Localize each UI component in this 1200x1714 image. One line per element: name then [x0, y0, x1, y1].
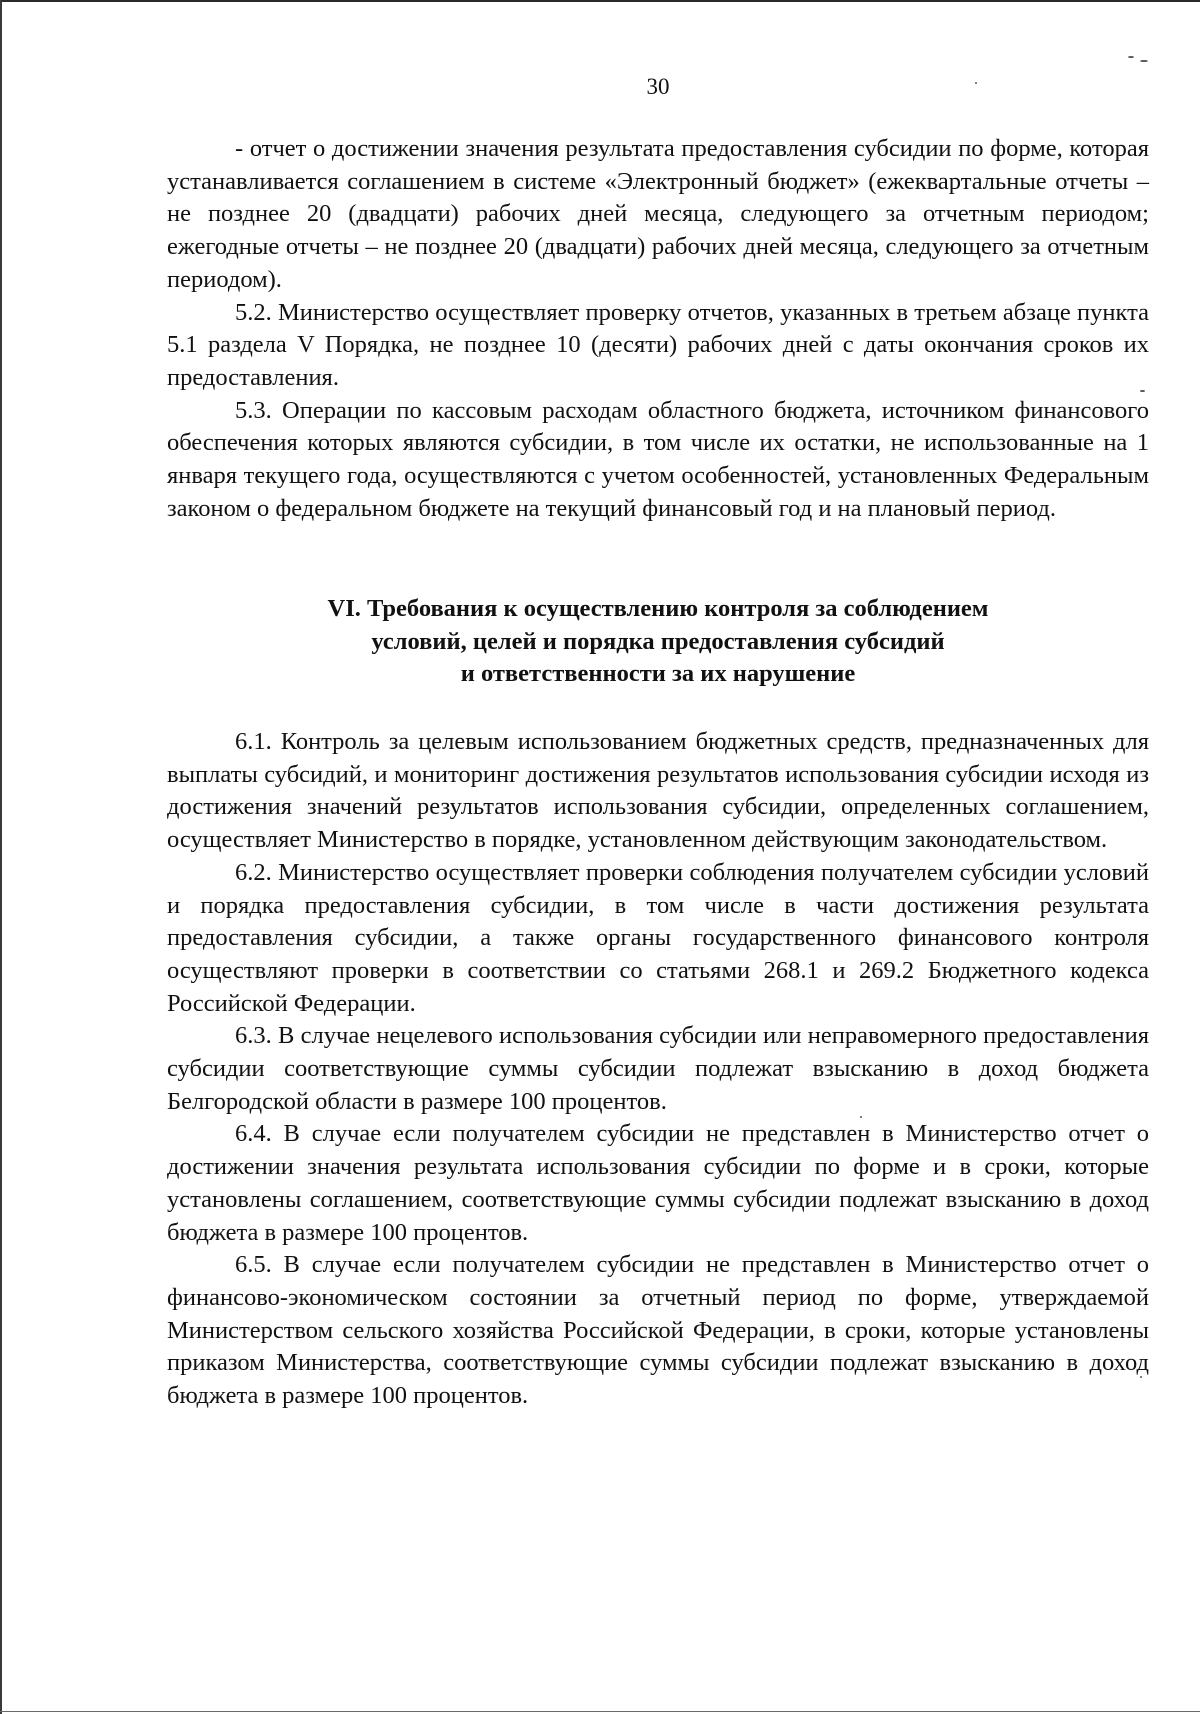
- paragraph-6-3: 6.3. В случае нецелевого использования субсидии или неправомерного предоставления субсидии соответствующие суммы субсидии подлежат взысканию в доход бюджета Белгородской области в размере 100 процентов.: [167, 1022, 1149, 1115]
- scan-speck: [1128, 56, 1134, 58]
- section-heading-line: и ответственности за их нарушение: [460, 660, 856, 687]
- scan-border-bottom: [0, 1711, 1200, 1712]
- document-body-top: [167, 133, 1149, 525]
- paragraph-6-5: 6.5. В случае если получателем субсидии не представлен в Министерство отчет о финансово-экономическом состоянии за отчетный период по форме, утверждаемой Министерством сельского хозяйства Российской Федерации, в сроки, которые установлены приказом Министерства, соответствующие суммы субсидии подлежат взысканию в доход бюджета в размере 100 процентов.: [167, 1251, 1149, 1410]
- document-body-bottom: [167, 726, 1149, 1413]
- section-heading-line: VI. Требования к осуществлению контроля за соблюдением: [327, 595, 989, 622]
- page-number: 30: [646, 74, 670, 99]
- scan-border-top: [0, 0, 1200, 2]
- paragraph-5-2: 5.2. Министерство осуществляет проверку отчетов, указанных в третьем абзаце пункта 5.1 раздела V Порядка, не позднее 10 (десяти) рабочих дней с даты окончания сроков их предоставления.: [167, 298, 1149, 391]
- scan-speck: [1140, 60, 1148, 62]
- paragraph-report-form: - отчет о достижении значения результата предоставления субсидии по форме, которая устанавливается соглашением в системе «Электронный бюджет» (ежеквартальные отчеты – не позднее 20 (двадцати) рабочих дней месяца, следующего за отчетным периодом; ежегодные отчеты – не позднее 20 (двадцати) рабочих дней месяца, следующего за отчетным периодом).: [167, 135, 1149, 293]
- paragraph-6-1: 6.1. Контроль за целевым использованием бюджетных средств, предназначенных для выплаты субсидий, и мониторинг достижения результатов использования субсидии исходя из достижения значений результатов использования субсидии, определенных соглашением, осуществляет Министерство в порядке, установленном действующим законодательством.: [167, 728, 1149, 854]
- paragraph-6-2: 6.2. Министерство осуществляет проверки соблюдения получателем субсидии условий и порядка предоставления субсидии, в том числе в части достижения результата предоставления субсидии, а также органы государственного финансового контроля осуществляют проверки в соответствии со статьями 268.1 и 269.2 Бюджетного кодекса Российской Федерации.: [167, 858, 1149, 1017]
- section-heading: [167, 593, 1149, 691]
- scan-border-left: [0, 0, 2, 1714]
- paragraph-5-3: 5.3. Операции по кассовым расходам областного бюджета, источником финансового обеспечения которых являются субсидии, в том числе их остатки, не использованные на 1 января текущего года, осуществляются с учетом особенностей, установленных Федеральным законом о федеральном бюджете на текущий финансовый год и на плановый период.: [167, 396, 1149, 522]
- section-heading-line: условий, целей и порядка предоставления субсидий: [371, 627, 945, 655]
- paragraph-6-4: 6.4. В случае если получателем субсидии не представлен в Министерство отчет о достижении значения результата использования субсидии по форме и в сроки, которые установлены соглашением, соответствующие суммы субсидии подлежат взысканию в доход бюджета в размере 100 процентов.: [167, 1120, 1149, 1246]
